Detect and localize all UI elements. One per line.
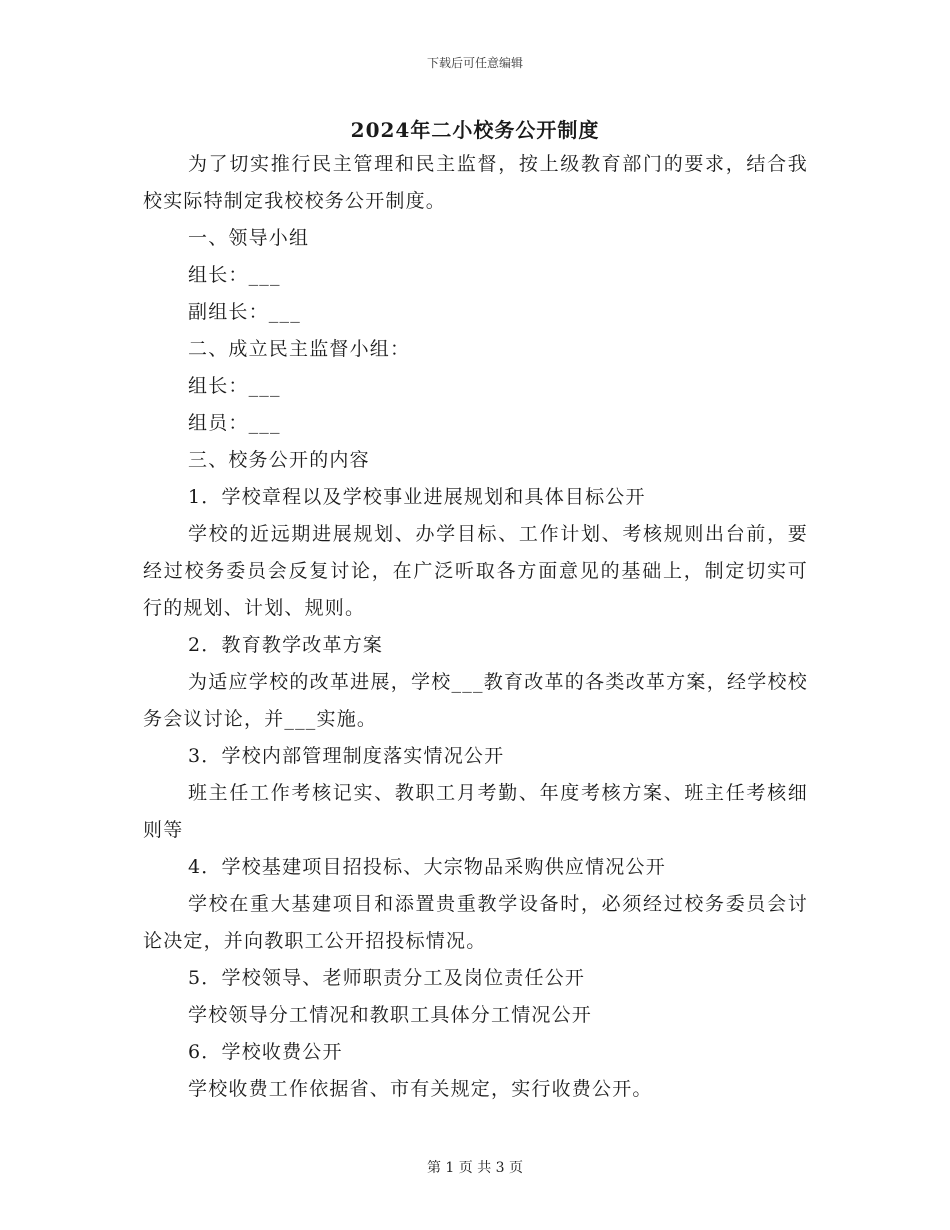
document-title: 2024年二小校务公开制度 xyxy=(350,118,600,142)
body-line: 组员：___ xyxy=(188,412,281,434)
body-line: 组长：___ xyxy=(188,264,281,286)
header-note: 下载后可任意编辑 xyxy=(426,56,523,70)
section-heading: 一、领导小组 xyxy=(188,227,310,249)
section-heading: 三、校务公开的内容 xyxy=(188,449,370,471)
subsection-heading: 3．学校内部管理制度落实情况公开 xyxy=(188,745,505,767)
body-paragraph: 学校的近远期进展规划、办学目标、工作计划、考核规则出台前，要经过校务委员会反复讨论，在广泛听取各方面意见的基础上，制定切实可行的规划、计划、规则。 xyxy=(143,523,808,619)
document-body xyxy=(143,146,808,1108)
body-line: 副组长：___ xyxy=(188,301,301,323)
body-line: 组长：___ xyxy=(188,375,281,397)
body-paragraph: 学校在重大基建项目和添置贵重教学设备时，必须经过校务委员会讨论决定，并向教职工公开招投标情况。 xyxy=(143,893,808,952)
subsection-heading: 5．学校领导、老师职责分工及岗位责任公开 xyxy=(188,967,586,989)
subsection-heading: 2．教育教学改革方案 xyxy=(188,634,384,656)
subsection-heading: 4．学校基建项目招投标、大宗物品采购供应情况公开 xyxy=(188,856,666,878)
section-heading: 二、成立民主监督小组： xyxy=(188,338,411,360)
body-paragraph: 为适应学校的改革进展，学校___教育改革的各类改革方案，经学校校务会议讨论，并___实施。 xyxy=(143,671,808,730)
body-paragraph: 学校收费工作依据省、市有关规定，实行收费公开。 xyxy=(188,1078,653,1100)
intro-paragraph: 为了切实推行民主管理和民主监督，按上级教育部门的要求，结合我校实际特制定我校校务公开制度。 xyxy=(143,153,808,212)
body-paragraph: 班主任工作考核记实、教职工月考勤、年度考核方案、班主任考核细则等 xyxy=(143,782,808,841)
subsection-heading: 6．学校收费公开 xyxy=(188,1041,343,1063)
body-paragraph: 学校领导分工情况和教职工具体分工情况公开 xyxy=(188,1004,593,1026)
subsection-heading: 1．学校章程以及学校事业进展规划和具体目标公开 xyxy=(188,486,646,508)
page-footer: 第 1 页 共 3 页 xyxy=(426,1160,524,1176)
